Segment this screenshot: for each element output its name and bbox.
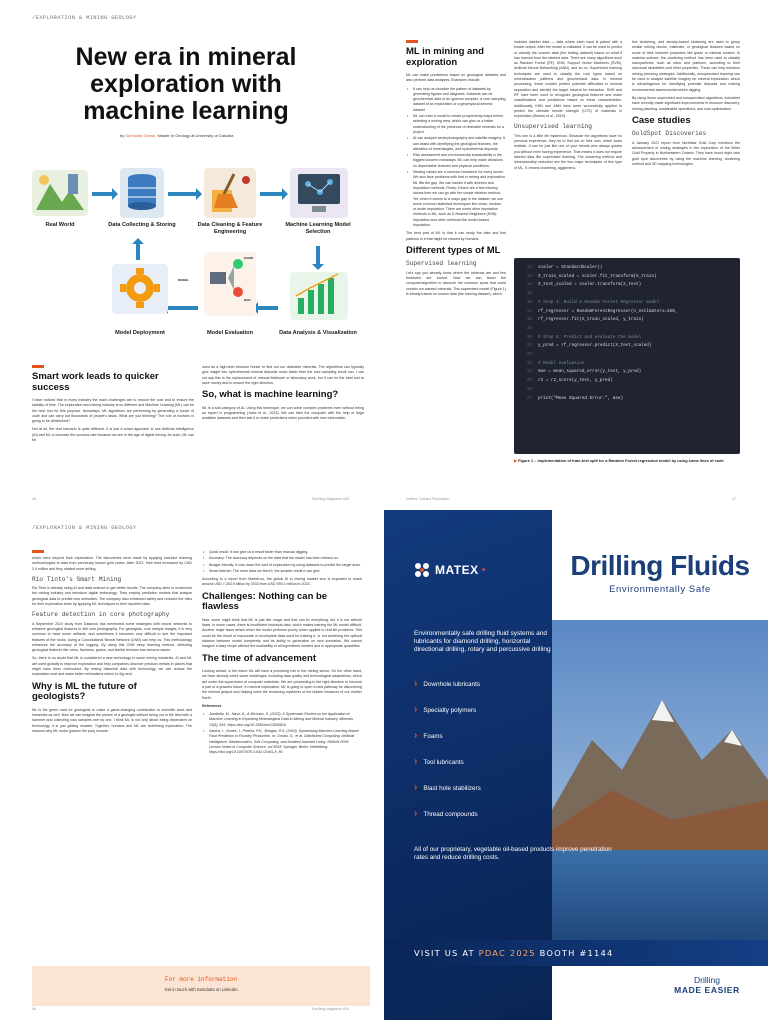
line-number: 17 xyxy=(526,308,532,314)
maple-leaf-icon: ✦ xyxy=(480,567,487,574)
references-title: References xyxy=(202,703,222,708)
model-evaluation-icon xyxy=(204,252,256,316)
code-line xyxy=(518,342,734,351)
heading-what-is-ml: So, what is machine learning? xyxy=(202,389,339,401)
code-text: y_pred = rf_regressor.predict(X_test_scaled) xyxy=(538,343,652,349)
ml-workflow-diagram xyxy=(28,160,368,360)
code-text: rf_regressor.fit(X_train_scaled, y_train) xyxy=(538,317,644,323)
label-data-analysis: Data Analysis & Visualization xyxy=(279,330,357,336)
section-label: /EXPLORATION & MINING GEOLOGY xyxy=(32,524,137,531)
list-item: • AI can analyze aerial photography and satellite imagery. It can assist with identifying the geological features, the alteration of mineralogies, and hydrothermal deposits. xyxy=(406,136,506,152)
ad-intro-text: Environmentally safe drilling fluid systems and lubricants for diamond drilling, horizontal directional drilling, rotary and percussive drilling xyxy=(414,630,551,653)
heading-case-studies: Case studies xyxy=(632,114,691,126)
section-label: /EXPLORATION & MINING GEOLOGY xyxy=(32,14,137,21)
matex-logo xyxy=(414,562,486,578)
paragraph: Now, some might think that ML is just like magic and that can fix everything, but it is not without flaws. In some cases, there is insufficient historical data, which makes training the ML model difficult. Another major issue arises when the model performs poorly when applied to real life problems. This could be the result of inaccurate or incomplete data used for training it, or not achieving the optimal balance between model complexity and its ability to generalize on new scenarios. We cannot imagine a tasty recipe without the availability of all ingredients needed and in appropriate quantities. xyxy=(202,617,362,649)
mountain-landscape-image xyxy=(552,620,768,950)
page-number-left: 46 xyxy=(32,497,36,501)
column-1 xyxy=(32,365,194,495)
code-line xyxy=(518,264,734,273)
ad-product-list xyxy=(414,678,554,834)
subheading-rio-tinto: Rio Tinto's Smart Mining xyxy=(32,575,122,583)
code-line xyxy=(518,316,734,325)
line-number: 24 xyxy=(526,369,532,375)
magazine-name: Earthing Magazine #30 xyxy=(312,1007,349,1011)
heading-accent xyxy=(32,365,44,368)
column-5 xyxy=(632,40,740,254)
matex-advertisement[interactable] xyxy=(384,510,768,1020)
code-line xyxy=(518,273,734,282)
paragraph: Looking ahead, in the future ML will have a promising role in the mining sector. On the other hand, we have already noted some challenges, including data quality and technological adaptations, which are under the supervision of computer scientists. We are proceeding in the right direction to become a part of a graceful future. In mineral exploration, ML is going to open a new pathway for discovering the mineral jackpot and helping solve the remaining mysteries of the hidden treasures of our mother Earth. xyxy=(202,669,362,700)
product-item: › Foams xyxy=(414,730,554,756)
visit-event: PDAC 2025 xyxy=(478,948,536,958)
subheading-unsupervised: Unsupervised learning xyxy=(514,123,592,131)
data-cleaning-icon xyxy=(204,168,256,218)
product-item: › Blast hole stabilizers xyxy=(414,782,554,808)
paragraph: ML is the green card for geologists to make a game-changing contribution to scientific work and industries as well. Now we can imagine the picture of a geologist without being out in the field with a hammer and collecting rock samples one by one. I think ML is not only about being dependent on technology, it is just getting smarter. Together, humans and ML are redefining exploration. The reasons why ML rocks (pardon the pun) include: xyxy=(32,707,192,733)
heading-challenges: Challenges: Nothing can be flawless xyxy=(202,590,328,613)
code-line xyxy=(518,299,734,308)
publication-tagline: Drillers' Trusted Publication xyxy=(406,497,450,501)
code-text: # Step 4: Build a Random Forest Regressor model xyxy=(538,299,660,305)
label-model-small: MODEL xyxy=(178,278,189,282)
list-item: • Quick result: It can give us a result faster than manual digging. xyxy=(202,550,362,555)
paragraph: The best part of ML is that it can study the data and find patterns in it that might be missed by humans. xyxy=(406,231,506,241)
line-number: 12 xyxy=(526,265,532,270)
more-info-linkedin[interactable]: Get in touch with Somdutta on LinkedIn xyxy=(164,987,238,992)
code-line xyxy=(518,281,734,290)
code-line xyxy=(518,334,734,343)
author-link[interactable]: Somdutta Ghosh, xyxy=(125,133,157,138)
figure-caption-text: – Implementation of train-test split for a Random Forest regression model by using some lines of code xyxy=(533,458,724,463)
heading-types-of-ml: Different types of ML xyxy=(406,244,501,256)
tagline-made-easier: MADE EASIER xyxy=(674,985,740,995)
list-item: • Accuracy: The accuracy depends on the data that the model has been trained on. xyxy=(202,556,362,561)
ad-subtitle: Environmentally Safe xyxy=(609,584,711,595)
list-item: • Missing values are a common headache for every sector. We also face problems with that in mining and exploration. ML fills the gap. We can handle it with deletion and imputation methods. Firstly, if there are a few missing values then we can go with the simple deletion method. Yet, when it comes to a major gap in the dataset, we use some common statistical techniques like mean, median, or mode imputation. There are some other imputation methods in ML, such as K-Nearest Neighbors (KNN) imputation and other methods like model-based imputation. xyxy=(406,170,506,228)
line-number: 23 xyxy=(526,360,532,366)
label-model-deployment: Model Deployment xyxy=(115,330,165,336)
magazine-name-left: Earthing Magazine #30 xyxy=(312,497,349,501)
line-number: 25 xyxy=(526,378,532,384)
list-item: • ML can train a model to create prospectivity maps before selecting a mining area, which can give us a better understanding of the presence of desirable minerals for a project. xyxy=(406,114,506,135)
line-number: 13 xyxy=(526,273,532,279)
line-number: 20 xyxy=(526,334,532,340)
paragraph: A January 2021 report from Northstar Gold Corp mentions the advancement of mining strategies in the exploration of the Miller Gold Property in Northeastern Ontario. They have found eight new gold spot discoveries by using the machine learning, clustering method and 3D mapping technologies, xyxy=(632,140,740,166)
tagline-drilling: Drilling xyxy=(694,975,720,985)
matex-logo-icon xyxy=(414,562,430,578)
reference-item[interactable]: • Santos, I., Nunes, I., Pereira, P.K., Bringas, P.G. (2019). Dynamising Machine-Learning-Based Fault Prediction in Foundry Production. In: Omatu, S., et al. Distributed Computing, Artificial Intelligence, Bioinformatics, Soft Computing, and Ambient Assisted Living. IWANN 2009. Lecture Notes in Computer Science, vol 5518. Springer, Berlin, Heidelberg. https://doi.org/10.1007/978-3-642-02481-8_80 xyxy=(202,729,362,755)
paragraph: which were beyond their expectation. The discoveries were made by applying machine learning methodologies to data from previously known gold zones. After 2021, their fund increased by CAD 2.4 million and they started more drilling. xyxy=(32,556,192,571)
column-1 xyxy=(32,550,192,960)
page-number: 48 xyxy=(32,1007,36,1011)
list-item: • Risk assessment and environmental sustainability is the biggest concern nowadays. ML can help make decisions on dependable features and physical conditions. xyxy=(406,153,506,169)
code-text: rf_regressor = RandomForestRegressor(n_estimators=100, xyxy=(538,308,678,314)
list-item: • It can help us visualize the pattern of datasets by generating figures and diagrams. Datasets can be geochemical data of an igneous complex, a core sampling dataset of an exploration or a geophysical seismic dataset. xyxy=(406,87,506,113)
column-3 xyxy=(406,40,506,495)
line-number: 22 xyxy=(526,352,532,358)
paragraph: tive clustering, and density-based clustering are used to group similar mining blocks, materials, or geological features based on some of their inherent properties like grade or mineral content. In material science, the clustering method has been used to classify nanoparticles, such as silver and platinum, according to their structural similarities and other properties. These can help enhance mining planning strategies. Additionally, unsupervised learning can be used to analyze satellite imagery for mineral exploration, which is advantageous for identifying potential deposits and making environmental assessments before digging. xyxy=(632,40,740,92)
heading-accent xyxy=(406,40,418,43)
line-number: 19 xyxy=(526,325,532,331)
code-line xyxy=(518,308,734,317)
heading-accent xyxy=(32,550,44,553)
paragraph: Rio Tinto is already using AI and data science to get better results. The company aims to modernize the mining industry and introduce digital technology. They employ prediction models that analyze geological data to predict new orebodies. The company also enhanced safety and reduced the risks for their exploration team by applying ML techniques to their reported data. xyxy=(32,586,192,607)
paragraph: ML can make predictions based on geological datasets and also perform data analyses. Examples include: xyxy=(406,73,506,83)
column-2 xyxy=(202,550,362,960)
paragraph: used as a high-tech treasure hunter to find out our desirable minerals. The algorithms can typically give insight into hydrothermal mineral deposits much faster than the core sampling result can. I can not say this is the replacement of manual fieldwork or laboratory work, but it can be the best tool to save money and to ensure the right direction. xyxy=(202,365,364,385)
data-collecting-icon xyxy=(120,168,164,218)
ml-model-icon xyxy=(290,168,348,218)
label-data-cleaning: Data Cleaning & Feature Engineering xyxy=(197,222,263,235)
code-line xyxy=(518,360,734,369)
heading-why-ml-future: Why is ML the future of geologists? xyxy=(32,680,137,703)
line-number: 16 xyxy=(526,299,532,305)
label-real-world: Real World xyxy=(45,222,75,228)
code-snippet xyxy=(514,258,740,454)
figure-caption: ▶ Figure 1 – Implementation of train-test split for a Random Forest regression model by using some lines of code xyxy=(514,458,724,463)
label-data-collecting: Data Collecting & Storing xyxy=(108,222,176,228)
product-item: › Thread compounds xyxy=(414,808,554,834)
magazine-page-48 xyxy=(0,510,768,1020)
visit-prefix: VISIT US AT xyxy=(414,948,479,958)
label-model-evaluation: Model Evaluation xyxy=(207,330,253,336)
ml-uses-list xyxy=(406,87,506,229)
visit-booth: BOOTH #1144 xyxy=(535,948,614,958)
label-ml-model-selection: Machine Learning Model Selection xyxy=(285,222,351,235)
more-info-box xyxy=(32,966,370,1006)
list-item: • Smart learner: The more data we feed it, the smarter result it can give. xyxy=(202,569,362,574)
analysis-chart-icon xyxy=(290,272,348,320)
paragraph: includes labeled data — data where each input is paired with a known output. After the model is validated, it can be used to predict or classify the unseen data (the testing dataset) based on what it has learned from the labeled data. There are many algorithms such as Random Forest (RF), KNN, Support Vector Machines (SVM), Artificial Neural Networking (ANN), and so on. Supervised learning techniques are used to classify the rock types based on mineralization patterns and geochemical data. In mineral processing, these models predict potential difficulties in mineral separation and identify the target mineral for extraction. SVM and RF have been used to recognize geological features and make classifications and predictions based on these characteristics. Additionally, KNN and ANN have been successfully applied to predict the ultimate tensile strength (UTS) of materials in exploration (Santos et al., 2019). xyxy=(514,40,622,119)
code-text: X_test_scaled = scaler.transform(X_test) xyxy=(538,282,642,288)
code-line xyxy=(518,290,734,299)
list-item: • Budget-friendly: It cuts down the cost of exploration by using datasets to predict the target area. xyxy=(202,563,362,568)
ad-title: Drilling Fluids xyxy=(570,550,750,581)
author-role: Master in Geology at University of Calcutta xyxy=(157,133,234,138)
line-number: 18 xyxy=(526,317,532,323)
code-line xyxy=(518,325,734,334)
code-line xyxy=(518,386,734,395)
code-text: X_train_scaled = scaler.fit_transform(X_train) xyxy=(538,273,657,279)
paragraph: Not at all, the real scenario is quite different. It is just a smart approach to use Artificial Intelligence (AI) and ML to increase the success rate because we are in the age of digital mining. As such, ML can be xyxy=(32,427,194,443)
paragraph: Let's say you already know where the minerals are and few treasures are buried. Now we can teach the computer/algorithm to discover the common spots that could contain our wanted minerals. This supervised model (Figure 1) is initially trained on known data (the training dataset), which xyxy=(406,270,506,296)
product-item: › Specialty polymers xyxy=(414,704,554,730)
column-4 xyxy=(514,40,622,254)
label-bad-small: BAD xyxy=(244,298,251,302)
subheading-goldspot: GoldSpot Discoveries xyxy=(632,130,707,138)
code-line xyxy=(518,395,734,404)
subheading-supervised: Supervised learning xyxy=(406,260,477,268)
matex-brand-name: MATEX xyxy=(435,563,479,577)
article-title: New era in mineral exploration with machine learning xyxy=(75,43,297,125)
code-text: scaler = StandardScaler() xyxy=(538,265,603,270)
code-text: print("Mean Squared Error:", mse) xyxy=(538,395,624,401)
paragraph: This one is a little bit mysterious. Because the algorithms have no previous experience, they try to find out on their own, which looks realistic. It can be just like one of your friends who always guides you without even having experience. That means it does not require labeled data like supervised learning. The clustering method and dimensionality reduction are the two major techniques of this type of ML. K-means clustering, agglomera- xyxy=(514,133,622,170)
drilling-made-easier xyxy=(652,975,762,995)
heading-ml-in-mining: ML in mining and exploration xyxy=(406,46,484,68)
deployment-icon xyxy=(112,264,168,314)
paragraph: So, there is no doubt that ML is considered a new technology in some mining industries. AI and ML are used globally to improve exploration and help companies discover precious metals in places that might have been overlooked. By mixing historical data with technology, we can reduce the exploration cost and make better estimations where to dig next. xyxy=(32,656,192,677)
paragraph: A September 2024 study from Datarock has mentioned some strategies with neural networks to enhance geological features in drill core photography. For geologists, core sample images, it is very common to have some artifacts, and sometimes it becomes very difficult to see the important features of the rocks. Using a Convolutional Neural Network (CNN) can help us. This methodology enhances the accuracy of the logging. By using this CNN deep learning method, detecting geological features like veins, fractures, grains, and similar textures has become easier. xyxy=(32,621,192,653)
label-good-small: GOOD xyxy=(244,256,254,260)
ad-bottom-text: All of our proprietary, vegetable oil-based products improve penetration rates and reduce drilling costs. xyxy=(414,846,612,861)
paragraph: I have noticed that in every industry the main challenges are to reduce the cost and to ensure the stability of time. The exploration and mining industry is no different and Machine Learning (ML) can be the best tool for this purpose. Nowadays, ML algorithms are performing by generating a bunch of code and can carry out thousands of people's tasks. What are you thinking? The role of humans is going to be diminished? xyxy=(32,398,194,424)
paragraph: ML is a sub-category of AI. Using this technique, we can solve complex problems even without being an expert in programming (Joshi et al., 2023). We can train the computer with the help of large available datasets and then ask it to make predictions when provided with new information. xyxy=(202,405,364,421)
paragraph: According to a report from Market.us, the global AI in mining market size is expected to reach around USD 7,263.9 billion by 2033 from USD 939.1 million in 2023. xyxy=(202,577,362,587)
code-text: # Model evaluation xyxy=(538,360,585,366)
heading-advancement: The time of advancement xyxy=(202,652,317,664)
real-world-icon xyxy=(32,170,88,216)
subheading-feature-detection: Feature detection in core photography xyxy=(32,611,170,619)
code-text: mse = mean_squared_error(y_test, y_pred) xyxy=(538,369,642,375)
references-list xyxy=(202,712,362,755)
line-number: 21 xyxy=(526,343,532,349)
more-info-title: For more information xyxy=(164,976,237,983)
line-number: 15 xyxy=(526,291,532,297)
product-item: › Tool lubricants xyxy=(414,756,554,782)
column-2 xyxy=(202,365,364,495)
product-item: › Downhole lubricants xyxy=(414,678,554,704)
benefits-list xyxy=(202,550,362,574)
code-text: # Step 5: Predict and evaluate the model xyxy=(538,334,642,340)
line-number: 26 xyxy=(526,386,532,392)
code-line xyxy=(518,377,734,386)
pdac-visit-banner[interactable] xyxy=(384,940,768,966)
reference-item[interactable]: • Joodiefar, M., Nasir, A., & Michaux, S. (2023). A Systematic Review on the Application of Machine Learning in Exploiting Mineralogical Data in Mining and Mineral Industry. Minerals, 13(6), 816. https://doi.org/10.3390/min13060816 xyxy=(202,712,362,728)
byline-prefix: by xyxy=(120,133,125,138)
paragraph: By using these supervised and unsupervised algorithms, industries have recently made significant improvements in resource discovery, mining planning, sustainable operations, and cost optimization. xyxy=(632,95,740,111)
line-number: 14 xyxy=(526,282,532,288)
page-number-right: 47 xyxy=(732,497,736,501)
line-number: 27 xyxy=(526,395,532,401)
heading-smart-work: Smart work leads to quicker success xyxy=(32,371,159,393)
figure-label: Figure 1 xyxy=(518,458,534,463)
code-text: r2 = r2_score(y_test, y_pred) xyxy=(538,378,613,384)
byline xyxy=(120,133,233,138)
code-line xyxy=(518,351,734,360)
code-line xyxy=(518,368,734,377)
